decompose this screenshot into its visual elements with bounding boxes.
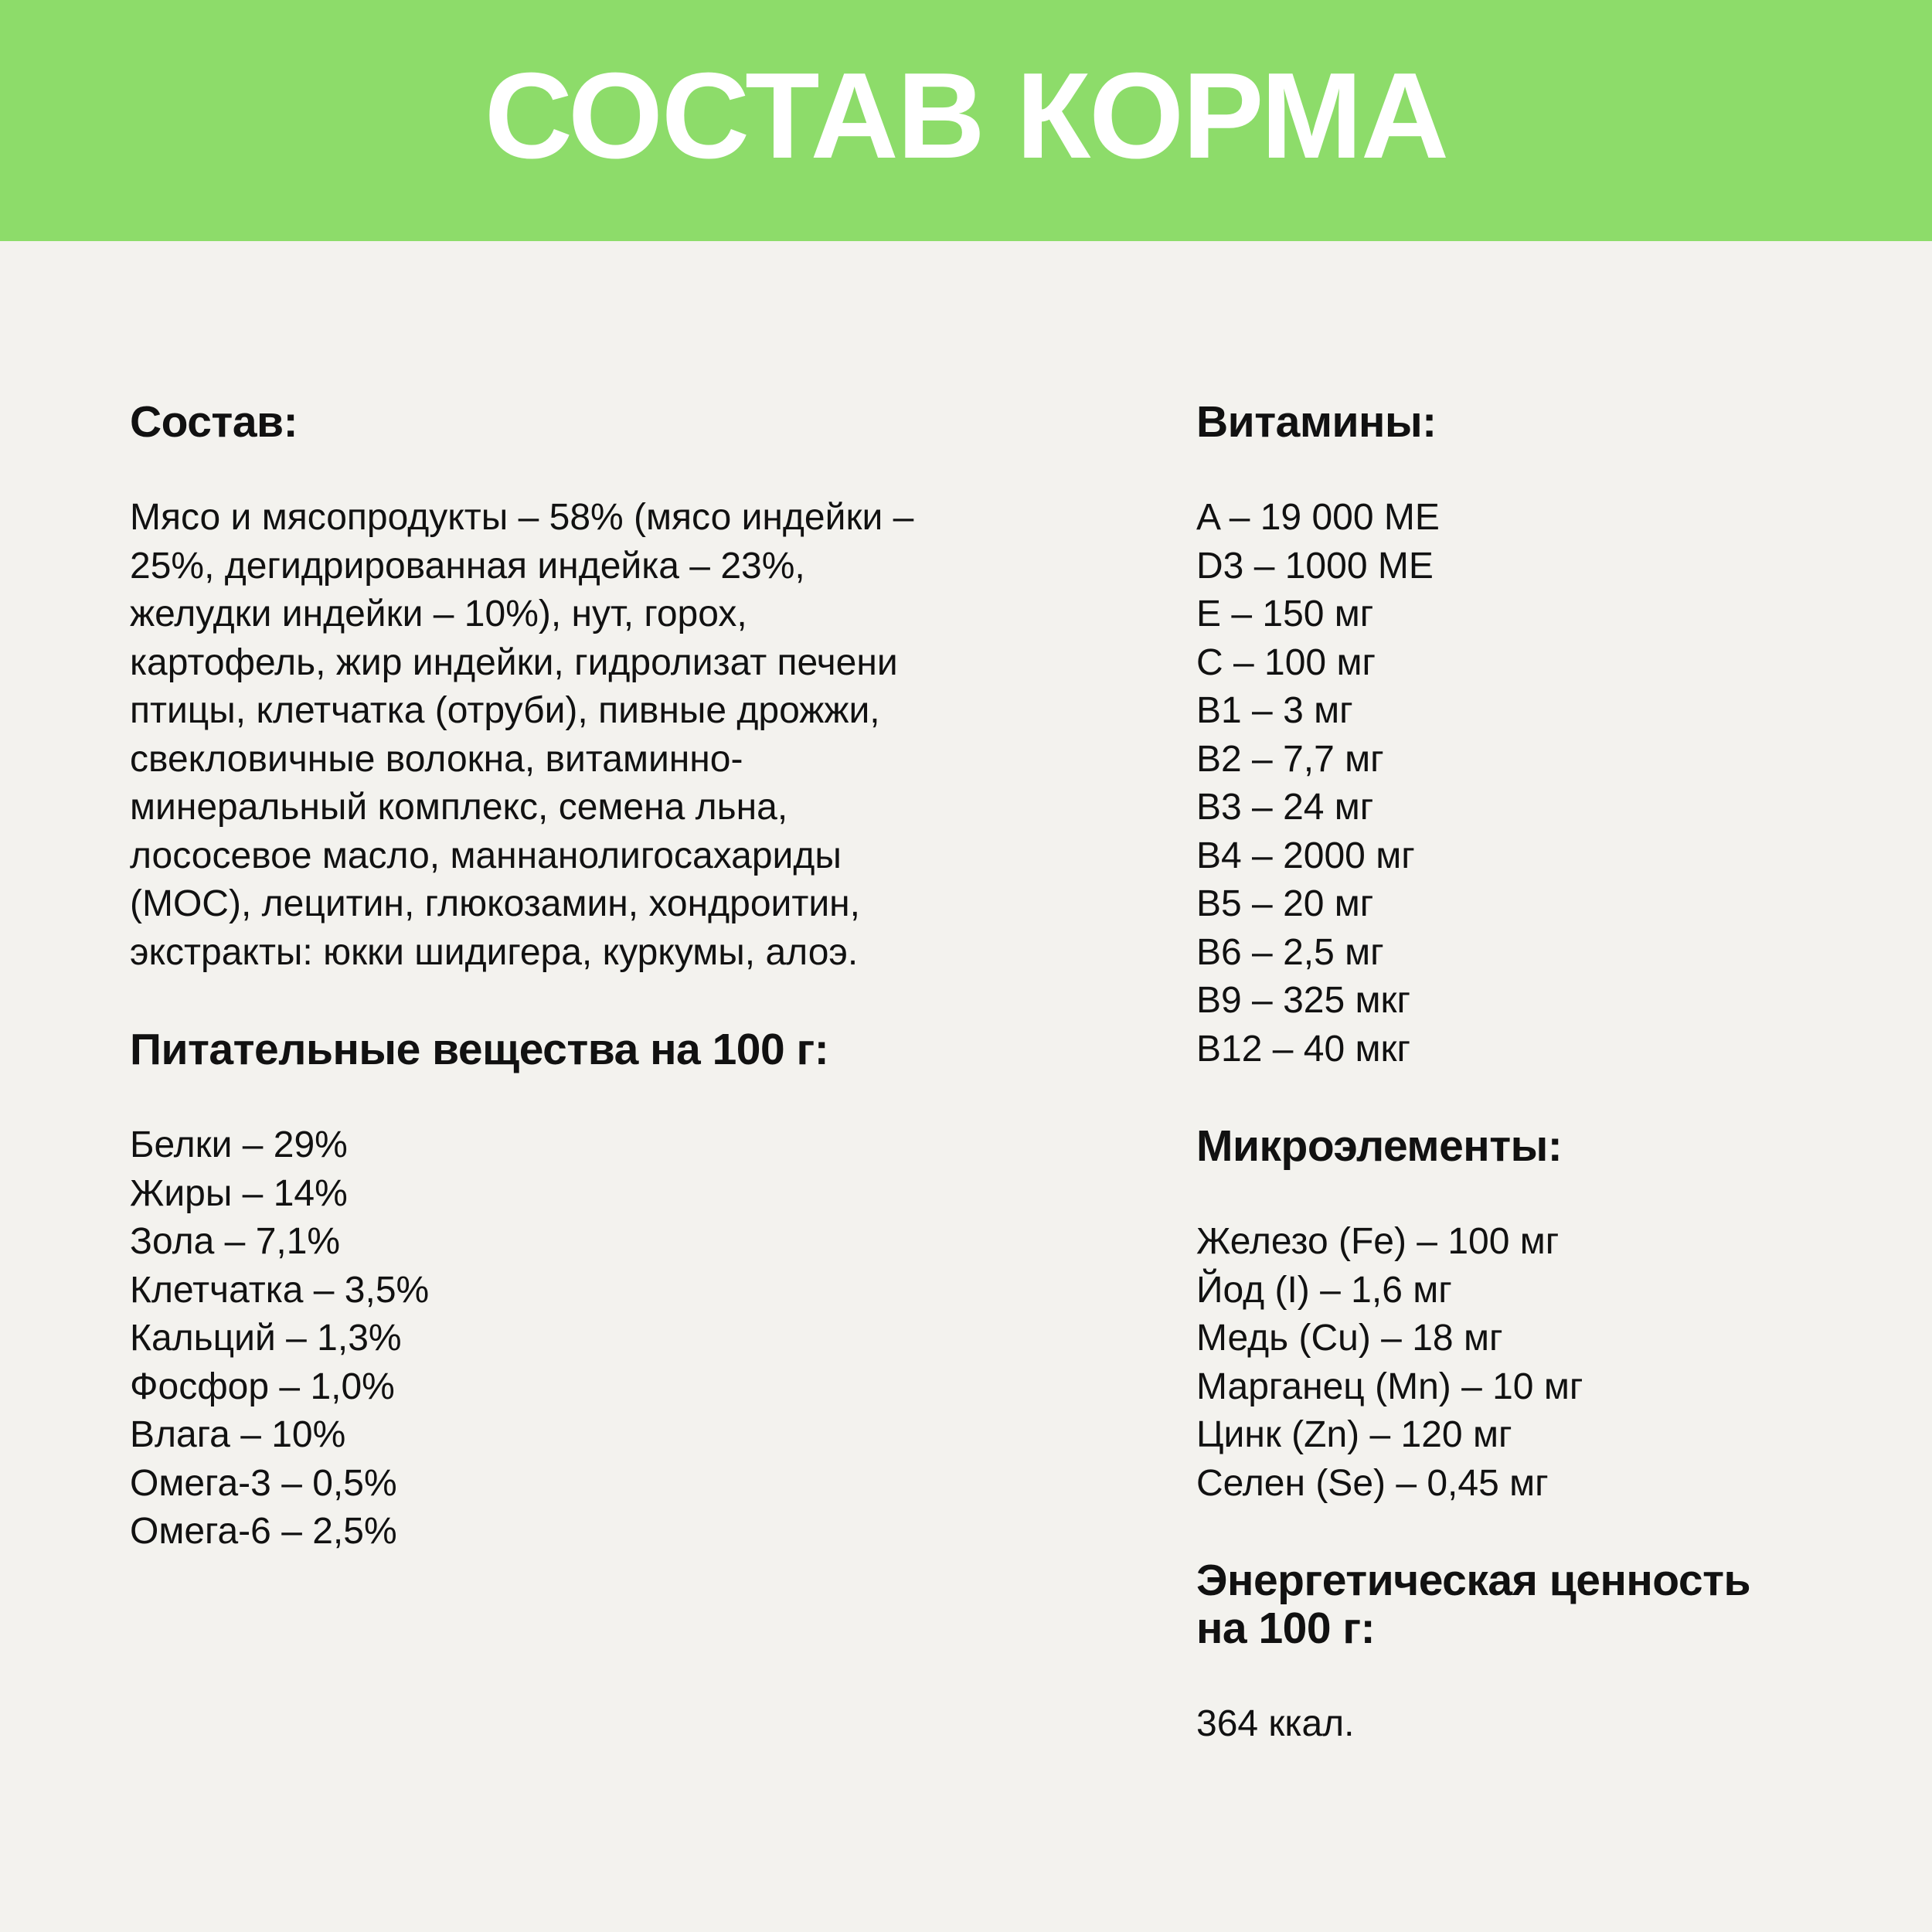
composition-line: экстракты: юкки шидигера, куркумы, алоэ. [130,931,859,973]
nutrient-item: Кальций – 1,3% [130,1318,402,1359]
right-column [1196,398,1853,1749]
composition-line: 25%, дегидрированная индейка – 23%, [130,545,805,587]
nutrients-list [130,1121,1042,1556]
microelements-list [1196,1218,1853,1508]
nutrients-heading: Питательные вещества на 100 г: [130,1025,829,1074]
nutrient-item: Клетчатка – 3,5% [130,1269,430,1311]
composition-line: свекловичные волокна, витаминно- [130,738,743,780]
microelement-item: Марганец (Mn) – 10 мг [1196,1366,1583,1407]
vitamin-item: B5 – 20 мг [1196,883,1374,924]
energy-heading-line: на 100 г: [1196,1604,1376,1653]
vitamin-item: C – 100 мг [1196,641,1376,683]
vitamins-list [1196,494,1853,1073]
nutrient-item: Фосфор – 1,0% [130,1366,395,1407]
composition-line: лососевое масло, маннанолигосахариды [130,835,842,876]
page-title: СОСТАВ КОРМА [484,48,1448,184]
composition-line: птицы, клетчатка (отруби), пивные дрожжи, [130,690,880,731]
vitamin-item: D3 – 1000 МЕ [1196,545,1434,587]
vitamin-item: E – 150 мг [1196,594,1374,634]
energy-value-block [1196,1700,1853,1749]
energy-heading-line: Энергетическая ценность [1196,1556,1751,1605]
energy-value: 364 ккал. [1196,1703,1355,1744]
energy-heading [1196,1556,1853,1652]
composition-line: картофель, жир индейки, гидролизат печени [130,641,898,683]
composition-heading: Состав: [130,397,298,447]
vitamin-item: B12 – 40 мкг [1196,1028,1411,1070]
composition-text [130,494,1042,977]
vitamin-item: B9 – 325 мкг [1196,980,1411,1021]
vitamin-item: B3 – 24 мг [1196,787,1374,828]
vitamin-item: B1 – 3 мг [1196,690,1353,731]
nutrient-item: Белки – 29% [130,1124,348,1165]
composition-line: минеральный комплекс, семена льна, [130,787,788,828]
vitamin-item: A – 19 000 МЕ [1196,497,1440,538]
left-column [130,398,1042,1556]
vitamin-item: B6 – 2,5 мг [1196,931,1384,973]
microelement-item: Железо (Fe) – 100 мг [1196,1221,1560,1262]
microelement-item: Цинк (Zn) – 120 мг [1196,1414,1512,1455]
composition-line: желудки индейки – 10%), нут, горох, [130,594,747,634]
nutrient-item: Зола – 7,1% [130,1221,341,1262]
composition-line: Мясо и мясопродукты – 58% (мясо индейки – [130,497,914,538]
header-banner [0,0,1932,241]
nutrient-item: Омега-3 – 0,5% [130,1462,397,1504]
nutrient-item: Влага – 10% [130,1414,346,1455]
vitamin-item: B4 – 2000 мг [1196,835,1415,876]
vitamin-item: B2 – 7,7 мг [1196,738,1384,780]
nutrient-item: Жиры – 14% [130,1172,348,1214]
nutrient-item: Омега-6 – 2,5% [130,1511,397,1552]
microelement-item: Йод (I) – 1,6 мг [1196,1269,1452,1311]
microelement-item: Медь (Cu) – 18 мг [1196,1318,1503,1359]
microelement-item: Селен (Se) – 0,45 мг [1196,1462,1549,1504]
composition-line: (МОС), лецитин, глюкозамин, хондроитин, [130,883,860,924]
microelements-heading: Микроэлементы: [1196,1121,1563,1171]
vitamins-heading: Витамины: [1196,397,1437,447]
